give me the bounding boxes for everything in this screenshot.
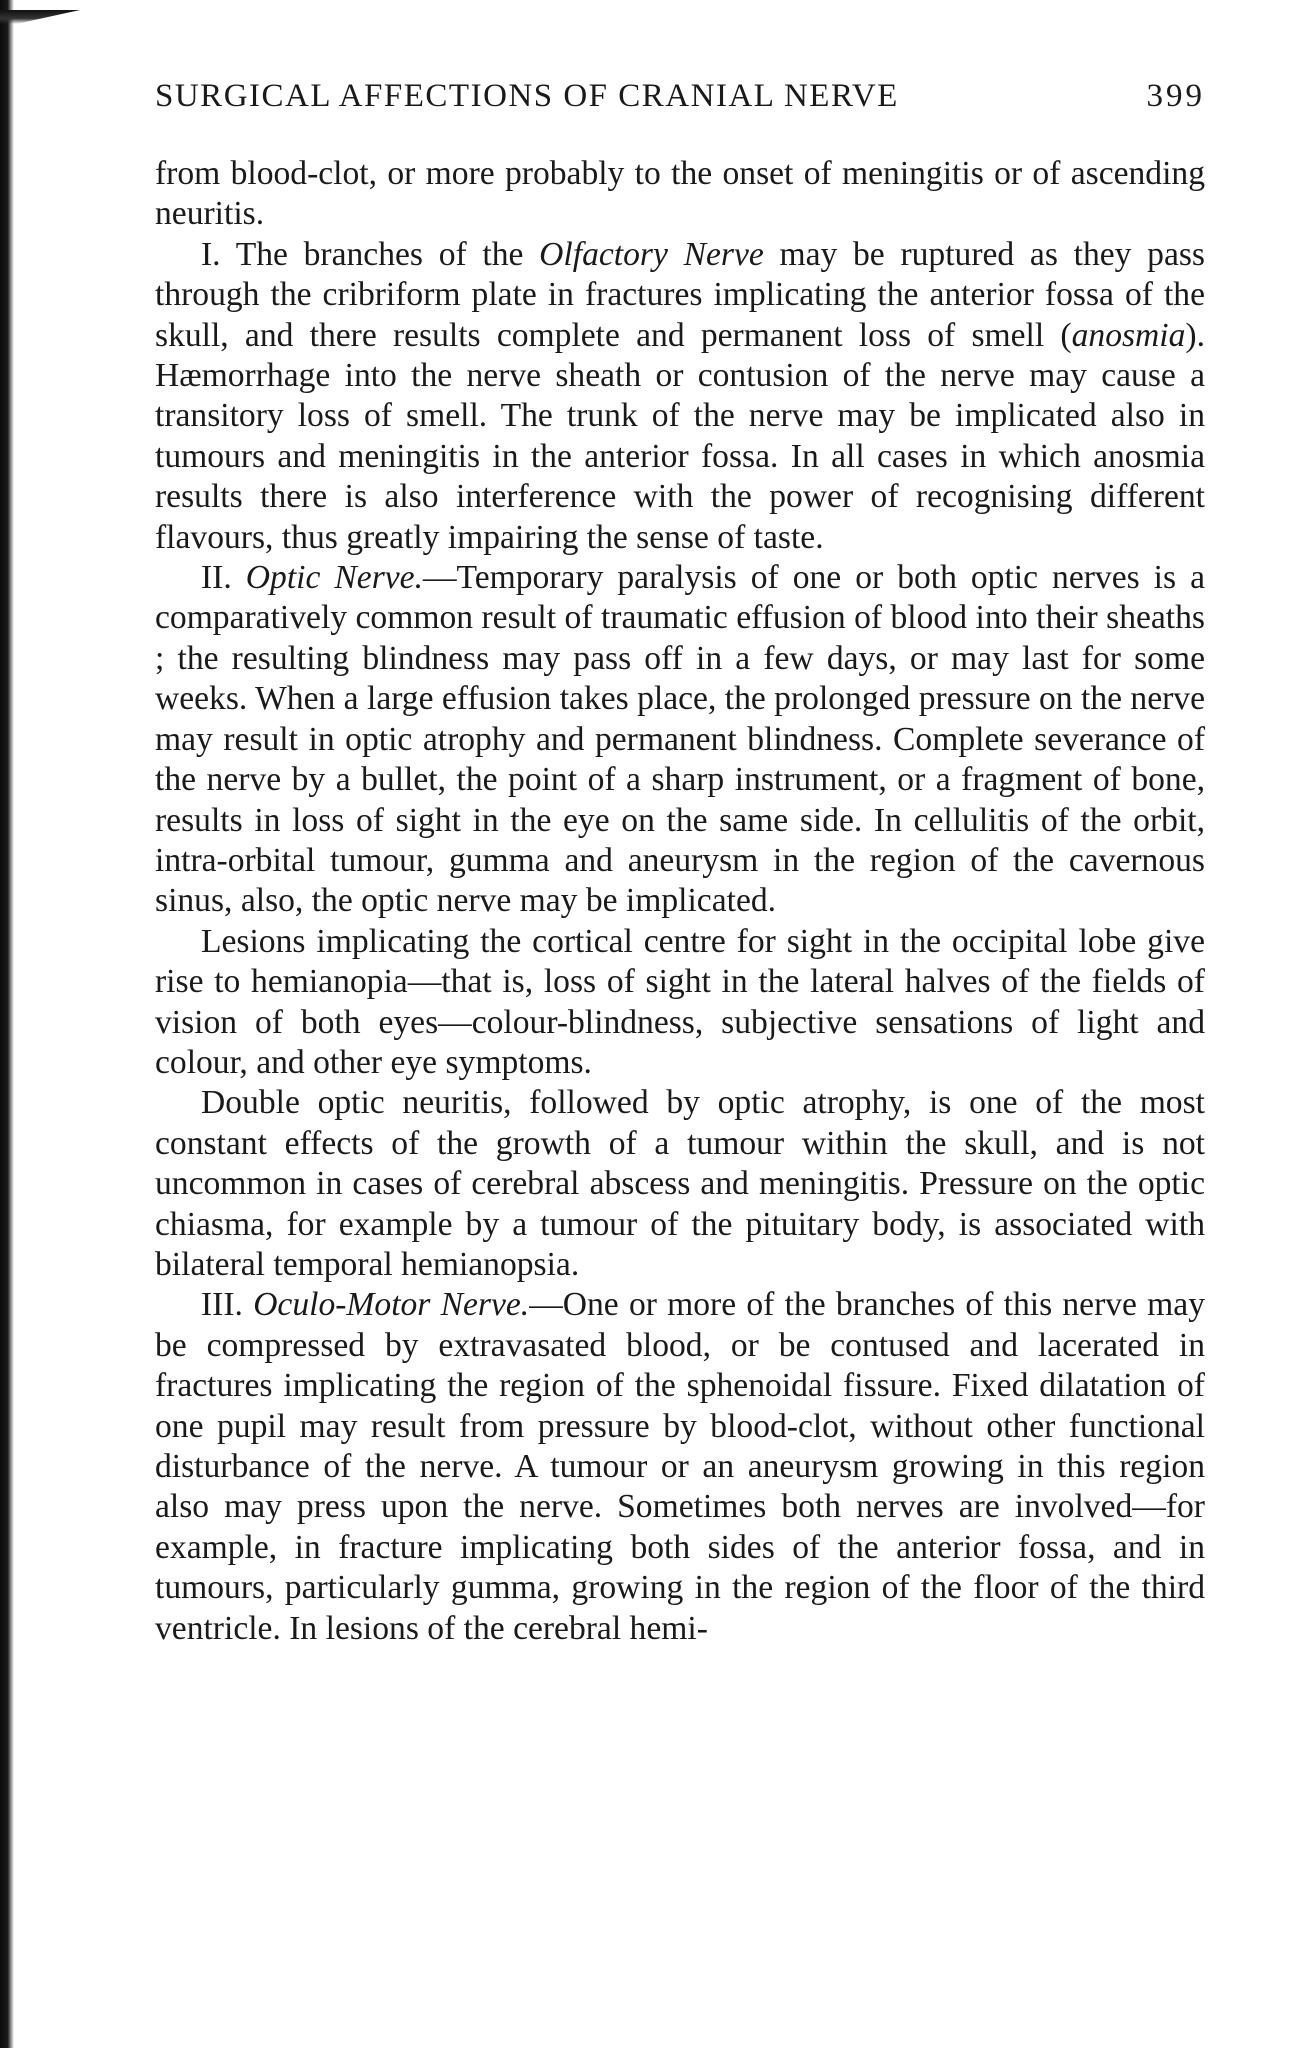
text-run: from blood-clot, or more probably to the onset of meningitis or of ascending neuritis. — [155, 155, 1205, 233]
paragraph-cortical-lesions — [155, 922, 1205, 1084]
book-page — [155, 78, 1205, 1649]
page-number: 399 — [1146, 78, 1205, 114]
text-run: —One or more of the branches of this nerve may be compressed by extravasated blood, or be contused and lacerated in fractures implicating the region of the sphenoidal fissure. Fixed dilatation of one pupil may result from pressure by blood-clot, without other functional disturbance of the nerve. A tumour or an aneurysm growing in this region also may press upon the nerve. Sometimes both nerves are involved—for example, in fracture implicating both sides of the anterior fossa, and in tumours, particularly gumma, growing in the region of the floor of the third ventricle. In lesions of the cerebral hemi- — [155, 1286, 1205, 1647]
running-head — [155, 78, 1205, 134]
text-run: III. — [201, 1286, 254, 1324]
binding-edge-top-mark — [0, 10, 80, 24]
text-run: ). Hæmorrhage into the nerve sheath or contusion of the nerve may cause a transitory loss of smell. The trunk of the nerve may be implicated also in tumours and meningitis in the anterior fossa. In all cases in which anosmia results there is also interference with the power of recognising different flavours, thus greatly impairing the sense of taste. — [155, 316, 1205, 556]
italic-heading-oculo-motor-nerve: Oculo-Motor Nerve. — [253, 1286, 530, 1324]
paragraph-oculo-motor-nerve — [155, 1285, 1205, 1649]
italic-term-anosmia: anosmia — [1071, 316, 1186, 354]
paragraph-olfactory-nerve — [155, 235, 1205, 558]
text-run: Lesions implicating the cortical centre for sight in the occipital lobe give rise to hemianopia—that is, loss of sight in the lateral halves of the fields of vision of both eyes—colour-blindness, subjective sensations of light and colour, and other eye symptoms. — [155, 922, 1205, 1081]
text-run: II. — [201, 559, 246, 597]
running-head-title: SURGICAL AFFECTIONS OF CRANIAL NERVE — [155, 78, 899, 114]
text-run: Double optic neuritis, followed by optic atrophy, is one of the most constant effects of the growth of a tumour within the skull, and is not uncommon in cases of cerebral abscess and meningitis. Pressure on the optic chiasma, for example by a tumour of the pituitary body, is associated with bilateral temporal hemianopsia. — [155, 1084, 1205, 1283]
paragraph-optic-nerve — [155, 558, 1205, 922]
text-run: I. The branches of the — [201, 235, 540, 273]
italic-term-olfactory-nerve: Olfactory Nerve — [539, 235, 764, 273]
book-binding-edge — [0, 0, 14, 2048]
body-text — [155, 154, 1205, 1649]
italic-heading-optic-nerve: Optic Nerve. — [245, 559, 423, 597]
text-run: may be ruptured as they pass through the cribriform plate in fractures implicating the anterior fossa of the skull, and there results complete and permanent loss of smell ( — [155, 235, 1205, 354]
paragraph-optic-neuritis — [155, 1083, 1205, 1285]
text-run: —Temporary paralysis of one or both optic nerves is a comparatively common result of traumatic effusion of blood into their sheaths ; the resulting blindness may pass off in a few days, or may last for some weeks. When a large effusion takes place, the prolonged pressure on the nerve may result in optic atrophy and permanent blindness. Complete severance of the nerve by a bullet, the point of a sharp instrument, or a fragment of bone, results in loss of sight in the eye on the same side. In cellulitis of the orbit, intra-orbital tumour, gumma and aneurysm in the region of the cavernous sinus, also, the optic nerve may be implicated. — [155, 559, 1205, 920]
paragraph-continuation — [155, 154, 1205, 235]
